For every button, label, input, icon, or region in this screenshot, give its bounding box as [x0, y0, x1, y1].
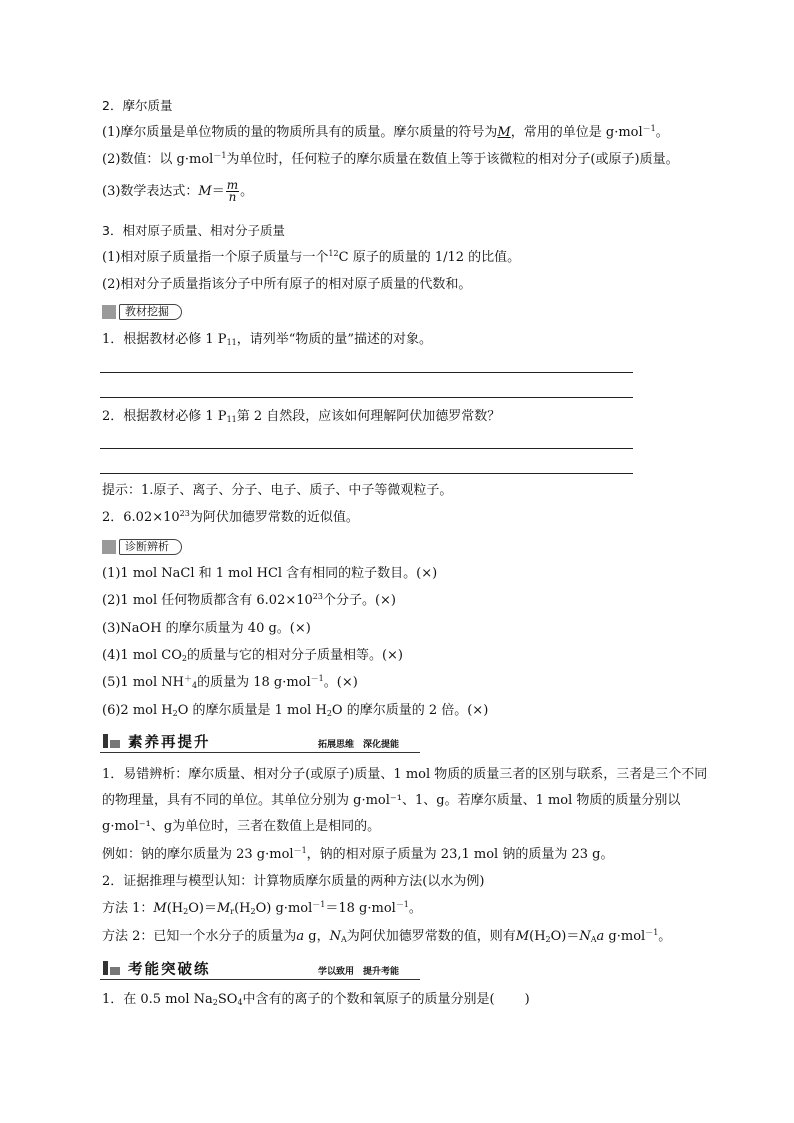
diagnosis-item-4: (4)1 mol $CO_2$的质量与它的相对分子质量相等。(×)	[102, 648, 404, 663]
textbook-question-2: 2．根据教材必修 1 $P_{11}$第 2 自然段，应该如何理解阿伏加德罗常数？	[102, 409, 501, 424]
diagnosis-item-3: (3)NaOH 的摩尔质量为 40 g。(×)	[102, 621, 311, 636]
literacy-paragraph-1: 1．易错辨析：摩尔质量、相对分子(或原子)质量、1 mol 物质的质量三者的区别与联系，三者是三个不同的物理量，具有不同的单位。其单位分别为 g·mol⁻¹、1、g。若摩尔质量、1 mol 物质的质量分别以 g·mol⁻¹、g为单位时，三者在数值上是相同的。	[102, 767, 708, 834]
section-bar-icon	[103, 734, 120, 748]
answer-line[interactable]	[100, 473, 633, 474]
answer-line[interactable]	[100, 448, 633, 449]
textbook-question-1: 1．根据教材必修 1 $P_{11}$，请列举“物质的量”描述的对象。	[102, 332, 433, 347]
molar-mass-item-2: (2)数值：以 g·mol$^{-1}$为单位时，任何粒子的摩尔质量在数值上等于该微粒的相对分子(或原子)质量。	[102, 151, 679, 167]
method-1: 方法 1：$M(H_2O)=M_r(H_2O)$ g·mol$^{-1}$＝18 g·mol$^{-1}$。	[102, 900, 422, 916]
section-heading-molar-mass: 2．摩尔质量	[102, 98, 173, 113]
section-bar-icon	[103, 961, 120, 975]
relative-mass-item-1: (1)相对原子质量指一个原子质量与一个$^{12}$C 原子的质量的 1/12 的比值。	[102, 249, 521, 265]
section-heading-relative-mass: 3．相对原子质量、相对分子质量	[102, 223, 285, 238]
literacy-section-header	[100, 730, 420, 753]
method-2: 方法 2：已知一个水分子的质量为a g，$N_A$为阿伏加德罗常数的值，则有$M(H_2O)=N_Aa$ g·mol$^{-1}$。	[102, 928, 672, 944]
section-title: 素养再提升	[128, 735, 211, 751]
tag-label: 诊断辨析	[119, 539, 182, 555]
diagnosis-item-6: (6)2 mol $H_2O$ 的摩尔质量是 1 mol $H_2O$ 的摩尔质量的 2 倍。(×)	[102, 703, 489, 718]
diagnosis-item-2: (2)1 mol 任何物质都含有 $6.02\times 10^{23}$个分子。(×)	[102, 592, 397, 608]
practice-question-1: 1．在 0.5 mol $Na_2SO_4$中含有的离子的个数和氧原子的质量分别是( )	[102, 992, 530, 1007]
tag-square-icon	[102, 540, 116, 554]
diagnosis-tag	[102, 539, 182, 555]
tag-square-icon	[102, 305, 116, 319]
textbook-tag	[102, 304, 182, 320]
section-title: 考能突破练	[128, 962, 211, 978]
molar-mass-item-3: (3)数学表达式：M＝ $\frac{m}{n}$ 。	[102, 178, 254, 204]
literacy-example: 例如：钠的摩尔质量为 23 g·mol$^{-1}$，钠的相对原子质量为 23,1 mol 钠的质量为 23 g。	[102, 846, 614, 862]
hint-line-2: 2．$6.02\times 10^{23}$为阿伏加德罗常数的近似值。	[102, 509, 359, 525]
answer-line[interactable]	[100, 372, 633, 373]
section-subtitle: 拓展思维 深化提能	[318, 740, 400, 750]
relative-mass-item-2: (2)相对分子质量指该分子中所有原子的相对原子质量的代数和。	[102, 277, 472, 292]
hint-line-1: 提示：1.原子、离子、分子、电子、质子、中子等微观粒子。	[102, 483, 453, 498]
answer-line[interactable]	[100, 397, 633, 398]
diagnosis-item-5: (5)1 mol $NH^+_4$的质量为 18 g·mol$^{-1}$。(×)	[102, 674, 358, 690]
molar-mass-item-1: (1)摩尔质量是单位物质的量的物质所具有的质量。摩尔质量的符号为M，常用的单位是 g·mol$^{-1}$。	[102, 124, 669, 140]
diagnosis-item-1: (1)1 mol NaCl 和 1 mol HCl 含有相同的粒子数目。(×)	[102, 566, 438, 581]
literacy-paragraph-2: 2．证据推理与模型认知：计算物质摩尔质量的两种方法(以水为例)	[102, 874, 485, 889]
formula-fraction: $\frac{m}{n}$	[226, 178, 239, 204]
section-subtitle: 学以致用 提升考能	[318, 967, 400, 977]
tag-label: 教材挖掘	[119, 304, 182, 320]
practice-section-header	[100, 957, 420, 980]
